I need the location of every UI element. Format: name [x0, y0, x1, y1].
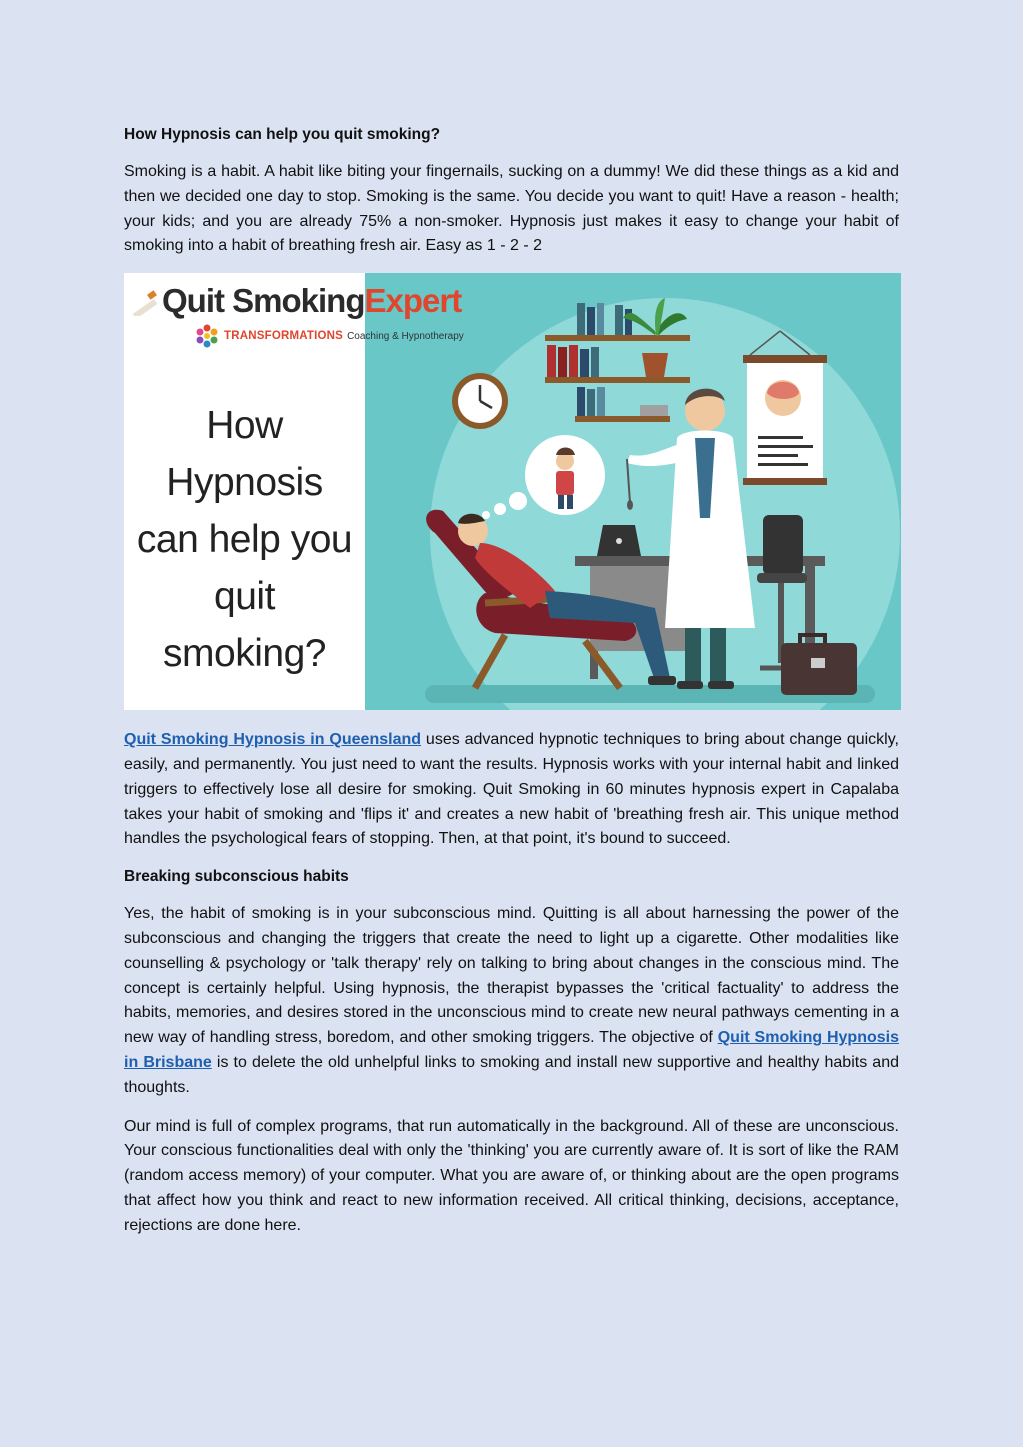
brisbane-link[interactable]: Quit Smoking Hypnosis in Brisbane	[124, 1029, 899, 1071]
queensland-paragraph-text: uses advanced hypnotic techniques to bring about change quickly, easily, and permanently. You just need to want the results. Hypnosis works with your internal habit and linked triggers to effectively lose all desire for smoking. Quit Smoking in 60 minutes hypnosis expert in Capalaba takes your habit of smoking and 'flips it' and creates a new habit of 'breathing fresh air. This unique method handles the psychological fears of stopping. Then, at that point, it's bound to succeed.	[124, 731, 899, 848]
hero-title-line: Hypnosis	[166, 461, 323, 505]
subconscious-text-before: Yes, the habit of smoking is in your subconscious mind. Quitting is all about harnessing the power of the subconscious and changing the triggers that create the need to light up a cigarette. Other modalities like counselling & psychology or 'talk therapy' rely on talking to bring about changes in the conscious mind. The concept is certainly helpful. Using hypnosis, the therapist bypasses the 'critical factuality' to address the habits, memories, and desires stored in the unconscious mind to create new neural pathways cementing in a new way of handling stress, boredom, and other smoking triggers. The objective of	[124, 905, 899, 1047]
article-heading: How Hypnosis can help you quit smoking?	[124, 126, 441, 143]
subconscious-text-after: is to delete the old unhelpful links to smoking and install new supportive and healthy habits and thoughts.	[124, 1053, 899, 1096]
article	[124, 124, 899, 1253]
hero-title-line: How	[206, 404, 283, 448]
wall-clock-icon	[452, 373, 508, 429]
subconscious-paragraph	[124, 902, 899, 1100]
brand-coaching: Coaching & Hypnotherapy	[347, 330, 464, 342]
flower-logo-icon	[194, 323, 220, 349]
brand-logo	[130, 283, 490, 349]
hero-title	[124, 397, 365, 682]
briefcase-icon	[781, 635, 857, 695]
brand-transformations: TRANSFORMATIONS	[224, 330, 344, 343]
intro-paragraph: Smoking is a habit. A habit like biting your fingernails, sucking on a dummy! We did these things as a kid and then we decided one day to stop. Smoking is the same. You decide you want to quit! Have a reason - health; your kids; and you are already 75% a non-smoker. Hypnosis just makes it easy to change your habit of smoking into a habit of breathing fresh air. Easy as 1 - 2 - 2	[124, 163, 899, 255]
hero-title-line: quit	[214, 575, 275, 619]
queensland-paragraph	[124, 728, 899, 852]
mind-paragraph: Our mind is full of complex programs, that run automatically in the background. All of these are unconscious. Your conscious functionalities deal with only the 'thinking' you are currently aware of. It is sort of like the RAM (random access memory) of your computer. What you are aware of, or thinking about are the open programs that affect how you think and react to new information received. All critical thinking, decisions, acceptance, rejections are done here.	[124, 1117, 899, 1234]
hero-image	[124, 273, 901, 710]
brand-tagline	[130, 323, 490, 349]
hero-title-line: smoking?	[163, 632, 326, 676]
section-heading: Breaking subconscious habits	[124, 868, 349, 886]
brand-wordmark	[130, 283, 490, 319]
hero-title-line: can help you	[136, 518, 353, 562]
queensland-link[interactable]: Quit Smoking Hypnosis in Queensland	[124, 731, 422, 749]
cigarette-logo-icon	[130, 286, 160, 316]
brand-expert-text: Expert	[364, 282, 462, 320]
brand-quit-text: Quit Smoking	[162, 282, 365, 320]
